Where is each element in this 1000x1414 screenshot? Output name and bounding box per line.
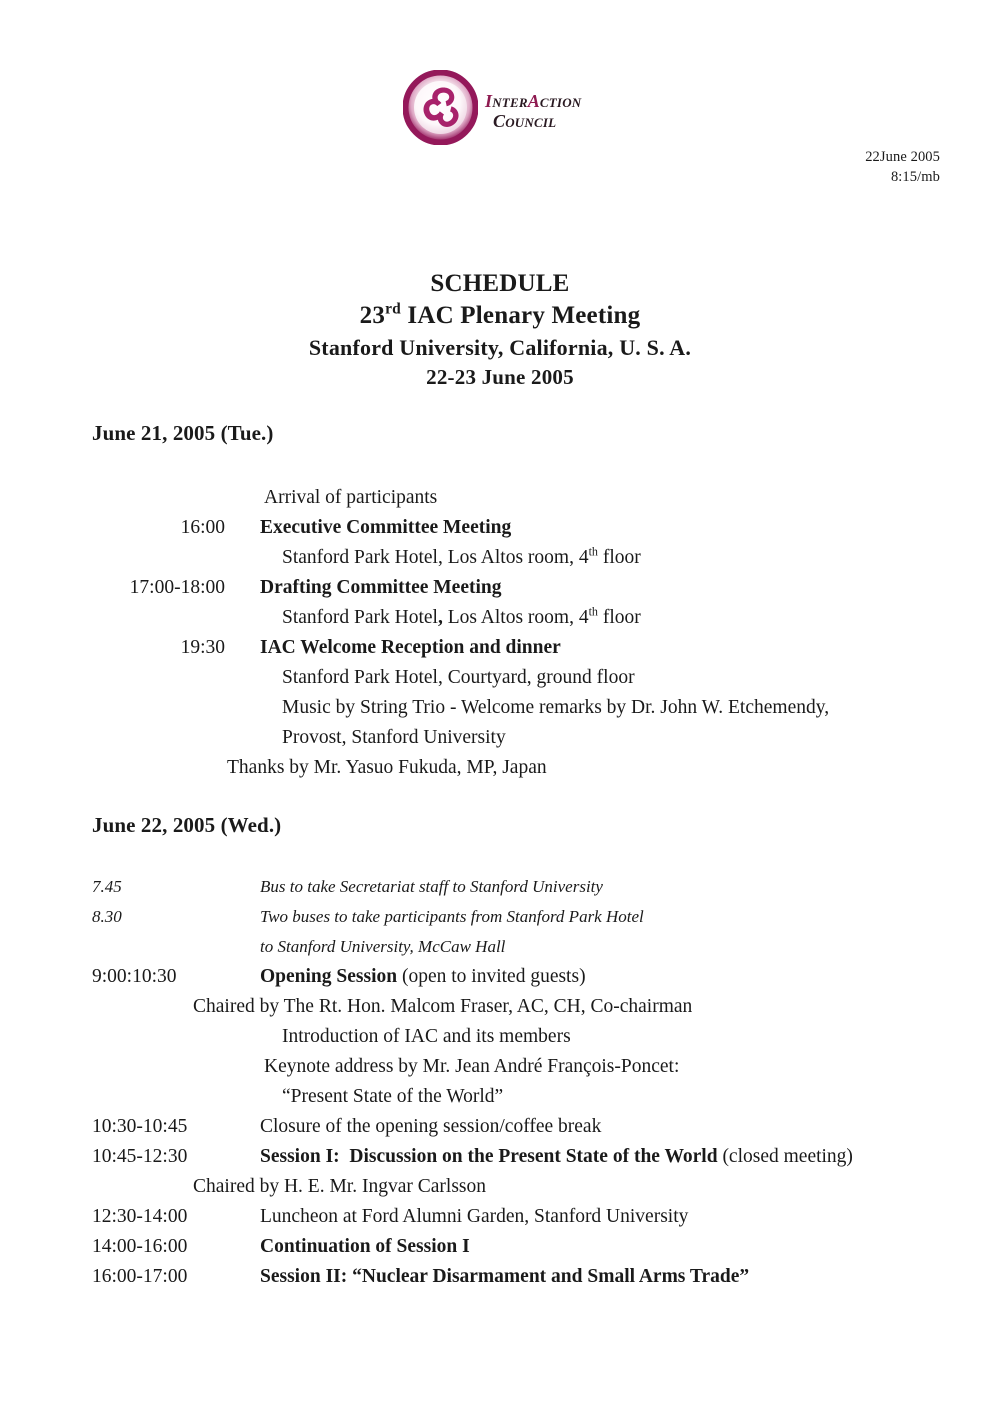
interaction-council-wordmark — [485, 92, 605, 136]
wordmark-text-nter: NTER — [492, 95, 528, 110]
wordmark-cap-i: I — [485, 91, 493, 111]
schedule-description: “Present State of the World” — [282, 1086, 504, 1107]
schedule-time: 16:00-17:00 — [92, 1266, 188, 1287]
schedule-day-1 — [92, 483, 952, 783]
schedule-description: Stanford Park Hotel, Courtyard, ground floor — [282, 667, 635, 688]
schedule-row — [92, 543, 952, 573]
schedule-row — [92, 1142, 952, 1172]
schedule-row — [92, 1022, 952, 1052]
schedule-row — [92, 1052, 952, 1082]
schedule-description: Introduction of IAC and its members — [282, 1026, 571, 1047]
schedule-description: Session I: Discussion on the Present State of the World (closed meeting) — [260, 1146, 853, 1167]
meeting-number: 23 — [359, 302, 386, 329]
schedule-row — [92, 1082, 952, 1112]
schedule-description: Thanks by Mr. Yasuo Fukuda, MP, Japan — [227, 757, 547, 778]
schedule-row — [92, 603, 952, 633]
schedule-description: to Stanford University, McCaw Hall — [260, 937, 506, 956]
schedule-description: Luncheon at Ford Alumni Garden, Stanford University — [260, 1206, 689, 1227]
schedule-description: IAC Welcome Reception and dinner — [260, 637, 561, 658]
meeting-title-text: IAC Plenary Meeting — [400, 302, 641, 329]
schedule-description: Stanford Park Hotel, Los Altos room, 4th floor — [282, 544, 641, 568]
wordmark-text-ouncil: OUNCIL — [505, 115, 557, 130]
schedule-description: Bus to take Secretariat staff to Stanford University — [260, 877, 603, 896]
schedule-row — [92, 513, 952, 543]
schedule-description: Session II: “Nuclear Disarmament and Small Arms Trade” — [260, 1266, 750, 1287]
header-time: 8:15/mb — [890, 168, 940, 185]
schedule-time: 8.30 — [92, 907, 122, 926]
schedule-description: Drafting Committee Meeting — [260, 577, 502, 598]
wordmark-cap-a: A — [527, 91, 540, 111]
interaction-council-emblem-icon — [403, 70, 478, 145]
schedule-description: Continuation of Session I — [260, 1236, 470, 1257]
schedule-time: 10:45-12:30 — [92, 1146, 188, 1167]
schedule-description: Arrival of participants — [264, 487, 438, 508]
schedule-day-2 — [92, 872, 952, 1292]
schedule-time: 12:30-14:00 — [92, 1206, 188, 1227]
page-title: SCHEDULE — [430, 270, 570, 297]
wordmark-cap-c: C — [493, 111, 506, 131]
schedule-row — [92, 962, 952, 992]
meeting-number-ordinal: rd — [385, 300, 401, 318]
day-heading-june-22: June 22, 2005 (Wed.) — [92, 813, 282, 837]
schedule-description: Opening Session (open to invited guests) — [260, 966, 586, 987]
schedule-row — [92, 573, 952, 603]
schedule-description: Two buses to take participants from Stanford Park Hotel — [260, 907, 644, 926]
schedule-row — [92, 1262, 952, 1292]
schedule-description: Provost, Stanford University — [282, 727, 506, 748]
schedule-row — [92, 872, 952, 902]
document-title-block — [0, 268, 1000, 393]
schedule-row — [92, 693, 952, 723]
meeting-title — [0, 300, 1000, 332]
schedule-row — [92, 992, 952, 1022]
meeting-location: Stanford University, California, U. S. A. — [308, 335, 692, 360]
organization-logo — [403, 70, 603, 150]
day-heading-june-21: June 21, 2005 (Tue.) — [92, 421, 274, 445]
schedule-time: 7.45 — [92, 877, 122, 896]
schedule-row — [92, 633, 952, 663]
schedule-row — [92, 483, 952, 513]
schedule-row — [92, 932, 952, 962]
schedule-row — [92, 1172, 952, 1202]
schedule-row — [92, 753, 952, 783]
schedule-time: 9:00:10:30 — [92, 966, 177, 987]
schedule-time: 14:00-16:00 — [92, 1236, 188, 1257]
schedule-description: Closure of the opening session/coffee break — [260, 1116, 602, 1137]
schedule-row — [92, 1202, 952, 1232]
schedule-row — [92, 663, 952, 693]
header-date: 22June 2005 — [865, 149, 940, 165]
schedule-row — [92, 723, 952, 753]
schedule-time: 10:30-10:45 — [92, 1116, 188, 1137]
schedule-row — [92, 902, 952, 932]
wordmark-text-ction: CTION — [539, 95, 582, 110]
schedule-description: Keynote address by Mr. Jean André François-Poncet: — [264, 1056, 680, 1077]
schedule-description: Chaired by The Rt. Hon. Malcom Fraser, AC, CH, Co-chairman — [193, 996, 693, 1017]
schedule-description: Stanford Park Hotel, Los Altos room, 4th floor — [282, 604, 641, 628]
schedule-description: Chaired by H. E. Mr. Ingvar Carlsson — [193, 1176, 486, 1197]
schedule-time: 17:00-18:00 — [129, 577, 225, 598]
schedule-description: Music by String Trio - Welcome remarks by Dr. John W. Etchemendy, — [282, 697, 830, 718]
schedule-description: Executive Committee Meeting — [260, 517, 512, 538]
schedule-time: 19:30 — [180, 637, 225, 658]
schedule-row — [92, 1112, 952, 1142]
schedule-row — [92, 1232, 952, 1262]
schedule-time: 16:00 — [180, 517, 225, 538]
document-header-stamp — [865, 148, 940, 187]
meeting-dates: 22-23 June 2005 — [426, 365, 574, 390]
